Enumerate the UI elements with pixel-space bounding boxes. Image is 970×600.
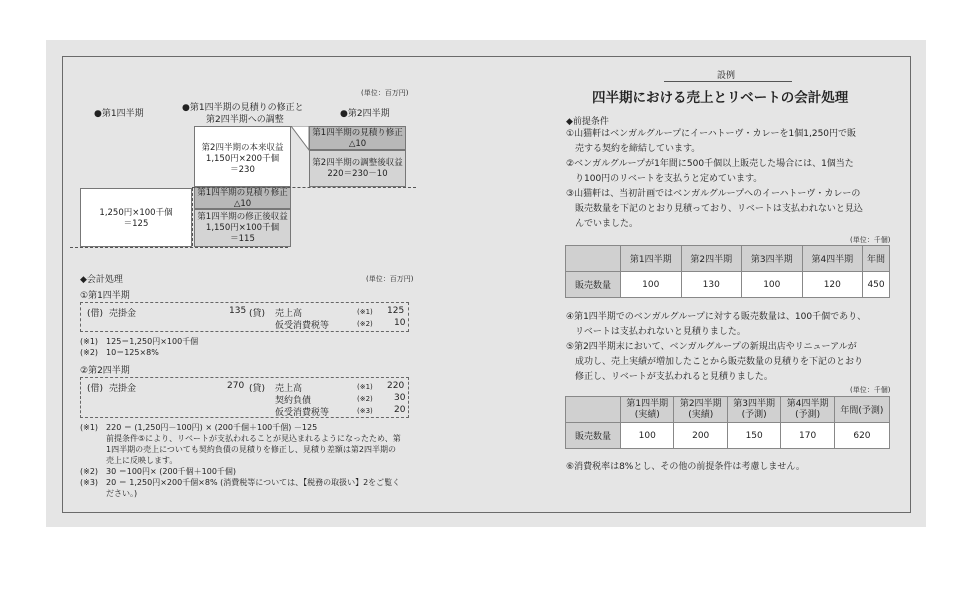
midline-dash [192, 187, 416, 188]
premise-heading: ◆前提条件 [566, 117, 609, 127]
table-cell: 120 [802, 272, 863, 298]
credit-amount: 30 [394, 393, 406, 403]
table-header: 第4四半期 [802, 246, 863, 272]
premise-4-line1: ④第1四半期でのベンガルグループに対する販売数量は、100千個であり、 [566, 312, 867, 322]
table-row [566, 423, 890, 449]
q2-note: (※3) 20 ＝ 1,250円×200千個×8% (消費税等については、【税務の取扱い】2をご覧く [80, 478, 401, 487]
revision-arrow [285, 126, 315, 154]
premise-2-line2: り100円のリベートを支払うと定めています。 [566, 174, 763, 184]
accounting-unit: (単位：百万円) [366, 275, 414, 283]
q2-note: (※2) 30 ＝100円× (200千個＋100千個) [80, 467, 237, 476]
table-cell: 100 [742, 272, 803, 298]
premise-6: ⑥消費税率は8%とし、その他の前提条件は考慮しません。 [566, 462, 805, 472]
q1-vertical-dash [192, 188, 193, 246]
q2-note: 前提条件⑤により、リベートが支払われることが見込まれるようになったため、第 [106, 434, 401, 443]
credit-mark: (貸) [249, 309, 266, 319]
row-label: 販売数量 [566, 423, 621, 449]
table-header: 第1四半期 [621, 246, 682, 272]
revised-table [565, 396, 890, 449]
premise-3-line1: ③山猫軒は、当初計画ではベンガルグループへのイーハトーヴ・カレーの [566, 189, 861, 199]
table-corner [566, 246, 621, 272]
premise-2-line1: ②ベンガルグループが1年間に500千個以上販売した場合には、1個当た [566, 159, 854, 169]
title-rule [664, 81, 792, 82]
credit-amount: 10 [394, 318, 406, 328]
q2-note: ださい。) [106, 489, 138, 498]
credit-amount: 20 [394, 405, 406, 415]
credit-amount: 220 [387, 381, 405, 391]
table1-unit: (単位：千個) [850, 236, 891, 244]
q2-adjusted-revenue-box: 第2四半期の調整後収益 220＝230－10 [309, 150, 406, 187]
forecast-table [565, 245, 890, 298]
premise-1-line2: 売する契約を締結しています。 [566, 144, 701, 154]
q2-note: 売上に反映します。 [106, 456, 178, 465]
premise-1-line1: ①山猫軒はベンガルグループにイーハトーヴ・カレーを1個1,250円で販 [566, 129, 857, 139]
revision-heading-line2: 第2四半期への調整 [206, 115, 284, 125]
table-cell: 170 [781, 423, 834, 449]
table2-unit: (単位：千個) [850, 386, 891, 394]
q2-heading: ●第2四半期 [340, 109, 390, 119]
credit-mark: (貸) [249, 384, 266, 394]
credit-account: 仮受消費税等 [275, 408, 330, 418]
credit-account: 仮受消費税等 [275, 321, 330, 331]
q1-revised-revenue-box: 第1四半期の修正後収益 1,150円×100千個 ＝115 [194, 209, 291, 247]
baseline-dash [70, 247, 288, 248]
table-header-row [566, 397, 890, 423]
q1-accounting-label: ①第1四半期 [80, 291, 130, 301]
table-cell: 150 [727, 423, 780, 449]
q2-accounting-label: ②第2四半期 [80, 366, 130, 376]
q2-note: (※1) 220 ＝ (1,250円－100円) × (200千個＋100千個) －125 [80, 423, 318, 432]
debit-amount: 270 [227, 381, 245, 391]
table-header: 第4四半期 (予測) [781, 397, 834, 423]
table-header: 年間(予測) [834, 397, 889, 423]
row-label: 販売数量 [566, 272, 621, 298]
q1-estimate-revision-box: 第1四半期の見積り修正 △10 [194, 187, 291, 209]
example-label: 設例 [717, 71, 736, 81]
table-cell: 620 [834, 423, 889, 449]
debit-mark: (借) [87, 384, 104, 394]
page-title: 四半期における売上とリベートの会計処理 [592, 90, 849, 106]
q1-journal-entry [80, 302, 409, 332]
table-cell: 130 [681, 272, 742, 298]
debit-account: 売掛金 [109, 384, 137, 394]
credit-amount: 125 [387, 306, 405, 316]
q1-note: (※1) 125＝1,250円×100千個 [80, 337, 199, 346]
q2-estimate-revision-box: 第1四半期の見積り修正 △10 [309, 126, 406, 150]
table-header: 第2四半期 [681, 246, 742, 272]
table-header: 第3四半期 [742, 246, 803, 272]
credit-note: (※3) [357, 407, 373, 415]
debit-amount: 135 [229, 306, 247, 316]
premise-4-line2: リベートは支払われないと見積りました。 [566, 327, 746, 337]
table-row [566, 272, 890, 298]
q2-true-revenue-box: 第2四半期の本来収益 1,150円×200千個 ＝230 [194, 126, 291, 187]
premise-5-line2: 成功し、売上実績が増加したことから販売数量の見積りを下記のとおり [566, 357, 864, 367]
table-header: 第2四半期 (実績) [674, 397, 727, 423]
table-cell: 100 [621, 423, 674, 449]
debit-account: 売掛金 [109, 309, 137, 319]
table-corner [566, 397, 621, 423]
diagram-unit: (単位：百万円) [361, 89, 409, 97]
credit-account: 売上高 [275, 384, 303, 394]
q2-note: 1四半期の売上についても契約負債の見積りを修正し、見積り差額は第2四半期の [106, 445, 397, 454]
credit-account: 売上高 [275, 309, 303, 319]
premise-5-line3: 修正し、リベートが支払われると見積りました。 [566, 372, 773, 382]
table-cell: 450 [863, 272, 890, 298]
premise-3-line2: 販売数量を下記のとおり見積っており、リベートは支払われないと見込 [566, 204, 863, 214]
q1-note: (※2) 10＝125×8% [80, 348, 159, 357]
debit-mark: (借) [87, 309, 104, 319]
premise-5-line1: ⑤第2四半期末において、ベンガルグループの新規出店やリニューアルが [566, 342, 857, 352]
table-header-row [566, 246, 890, 272]
table-header: 年間 [863, 246, 890, 272]
credit-note: (※1) [357, 308, 373, 316]
credit-note: (※2) [357, 320, 373, 328]
credit-note: (※1) [357, 383, 373, 391]
q1-revenue-box: 1,250円×100千個 ＝125 [80, 188, 192, 247]
table-header: 第3四半期 (予測) [727, 397, 780, 423]
credit-note: (※2) [357, 395, 373, 403]
credit-account: 契約負債 [275, 396, 312, 406]
accounting-heading: ◆会計処理 [80, 275, 123, 285]
q2-journal-entry [80, 377, 409, 418]
revision-heading-line1: ●第1四半期の見積りの修正と [182, 103, 304, 113]
q1-heading: ●第1四半期 [94, 109, 144, 119]
table-header: 第1四半期 (実績) [621, 397, 674, 423]
table-cell: 100 [621, 272, 682, 298]
premise-3-line3: んでいました。 [566, 219, 639, 229]
table-cell: 200 [674, 423, 727, 449]
